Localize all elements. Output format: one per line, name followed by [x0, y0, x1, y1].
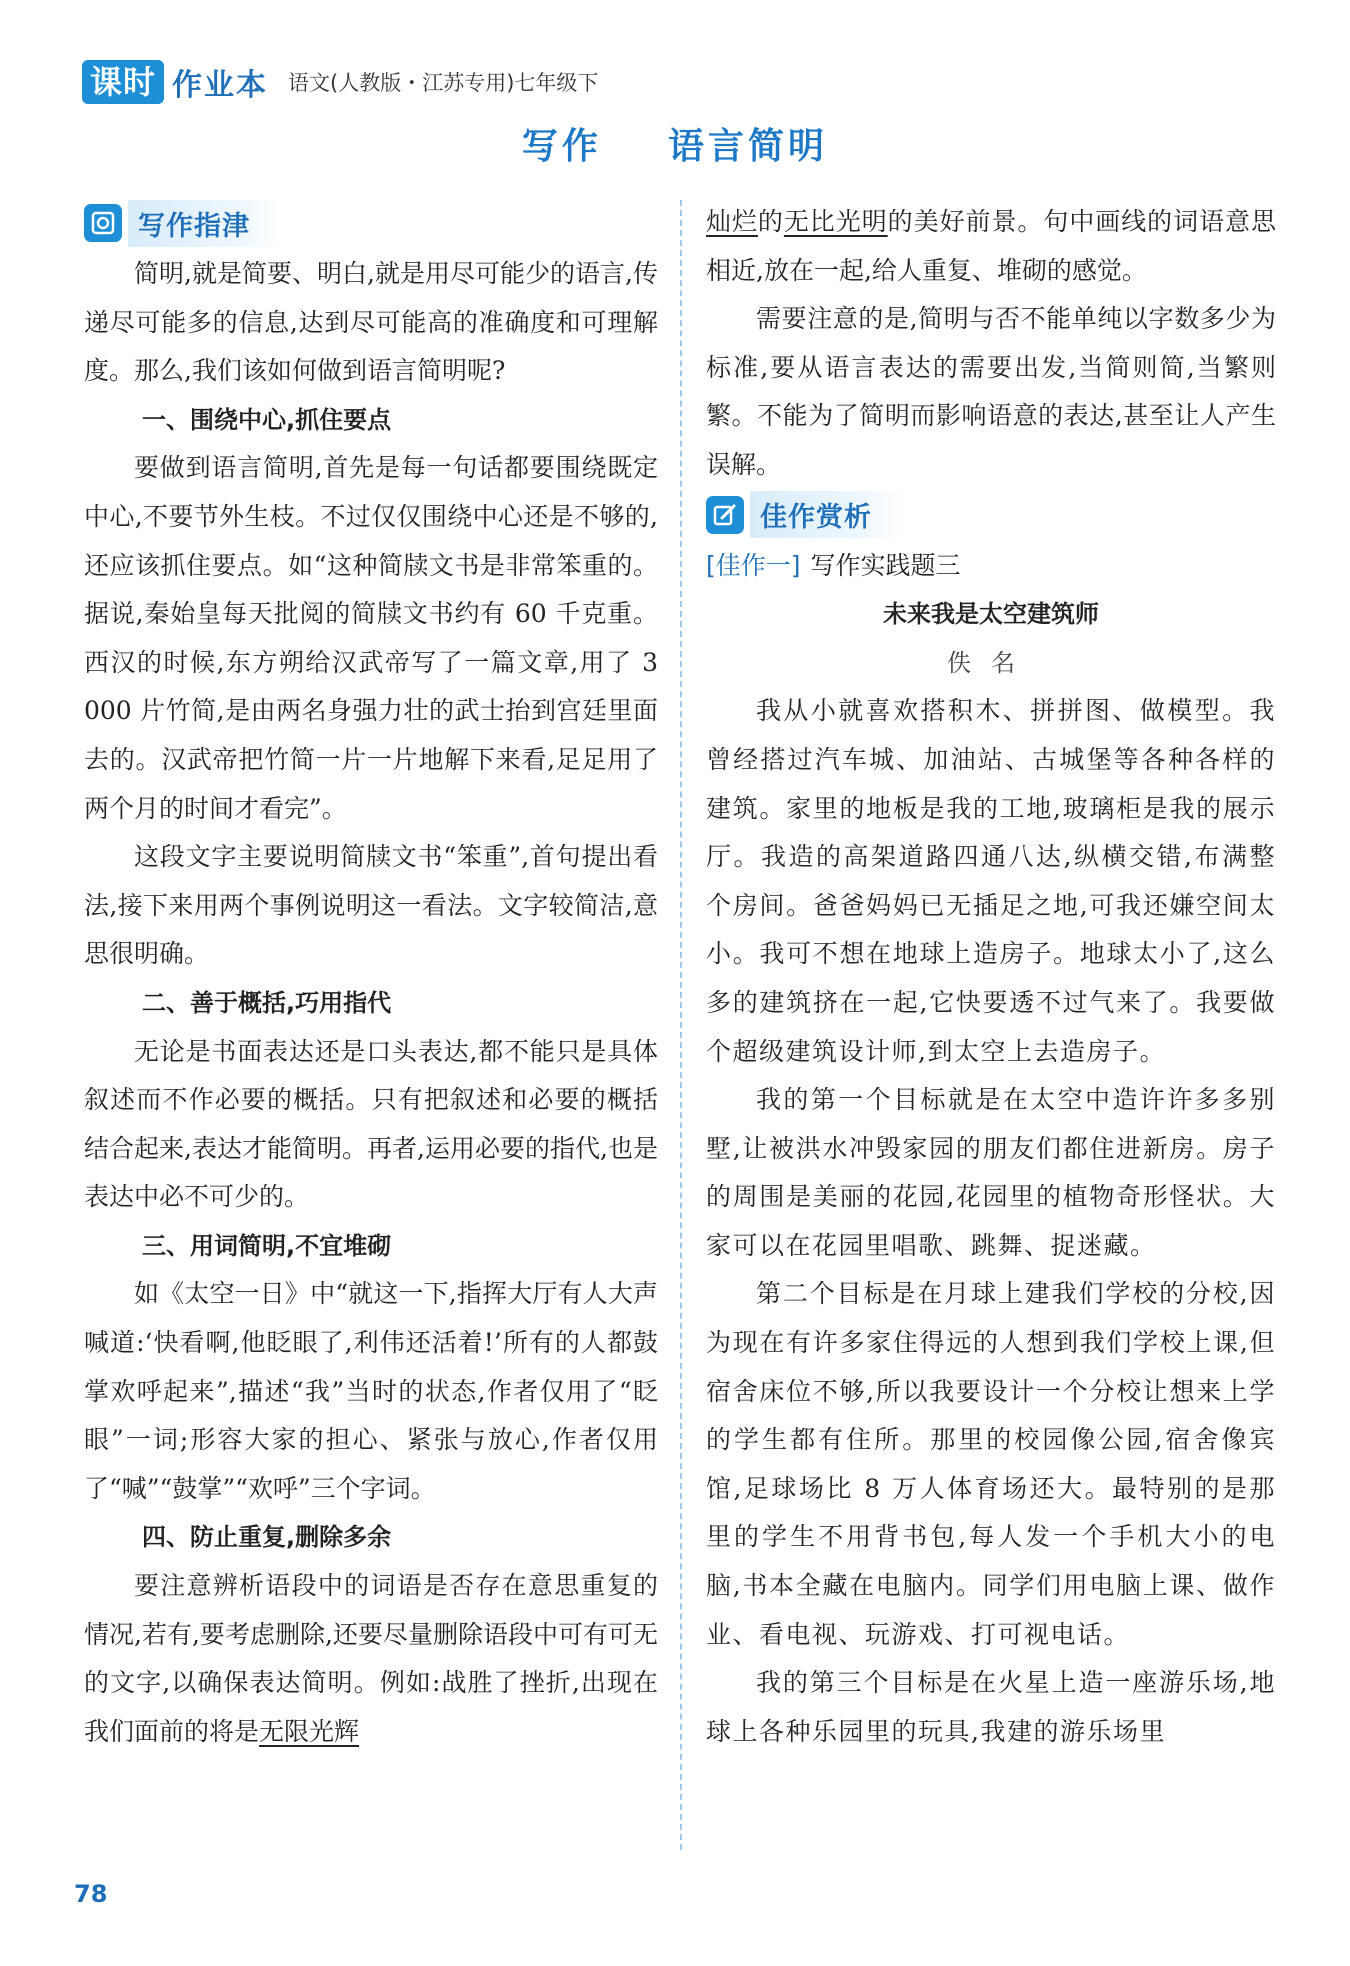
essay-title: 未来我是太空建筑师	[883, 600, 1099, 629]
column-divider	[680, 200, 682, 1850]
subheading-4: 四、防止重复,删除多余	[142, 1523, 392, 1552]
essay-paragraph-2: 我的第一个目标就是在太空中造许许多多别墅,让被洪水冲毁家园的朋友们都住进新房。房子的周围是美丽的花园,花园里的植物奇形怪状。大家可以在花园里唱歌、跳舞、捉迷藏。	[706, 1085, 1276, 1260]
paragraph-4: 如《太空一日》中“就这一下,指挥大厅有人大声喊道:‘快看啊,他眨眼了,利伟还活着!’所有的人都鼓掌欢呼起来”,描述“我”当时的状态,作者仅用了“眨眼”一词;形容大家的担心、紧张与放心,作者仅用了“喊”“鼓掌”“欢呼”三个字词。	[84, 1279, 658, 1503]
intro-paragraph: 简明,就是简要、明白,就是用尽可能少的语言,传递尽可能多的信息,达到尽可能高的准确度和可理解度。那么,我们该如何做到语言简明呢?	[84, 259, 658, 386]
essay-paragraph-4: 我的第三个目标是在火星上造一座游乐场,地球上各种乐园里的玩具,我建的游乐场里	[706, 1668, 1276, 1746]
essay-body	[706, 687, 1276, 1756]
essay-author: 佚名	[947, 648, 1035, 677]
essay-paragraph-1: 我从小就喜欢搭积木、拼拼图、做模型。我曾经搭过汽车城、加油站、古城堡等各种各样的建筑。家里的地板是我的工地,玻璃柜是我的展示厅。我造的高架道路四通八达,纵横交错,布满整个房间。爸爸妈妈已无插足之地,可我还嫌空间太小。我可不想在地球上造房子。地球太小了,这么多的建筑挤在一起,它快要透不过气来了。我要做个超级建筑设计师,到太空上去造房子。	[706, 696, 1276, 1066]
subject-line: 语文(人教版・江苏专用)七年级下	[288, 71, 599, 95]
paragraph-2: 这段文字主要说明简牍文书“笨重”,首句提出看法,接下来用两个事例说明这一看法。文字较简洁,意思很明确。	[84, 842, 658, 969]
page-title: 写作 语言简明	[521, 126, 829, 167]
brand-logo: 课时	[82, 60, 164, 104]
paragraph-5-text: 要注意辨析语段中的词语是否存在意思重复的情况,若有,要考虑删除,还要尽量删除语段中可有可无的文字,以确保表达简明。例如:战胜了挫折,出现在我们面前的将是	[84, 1571, 658, 1746]
guide-icon	[84, 204, 122, 242]
section-header-guide	[84, 198, 658, 248]
left-column	[84, 198, 658, 1756]
section-title-review: 佳作赏析	[750, 491, 906, 538]
paragraph-5-text-b: 的	[757, 207, 784, 236]
underlined-phrase-2: 灿烂	[706, 207, 758, 236]
paragraph-5-text-c: 的美好前景。句中画线的词语意思相近,放在一起,给人重复、堆砌的感觉。	[706, 207, 1276, 285]
underlined-phrase-1: 无限光辉	[259, 1716, 360, 1746]
essay-tag-text: 写作实践题三	[810, 550, 961, 580]
section-title-guide: 写作指津	[128, 200, 284, 247]
subheading-3: 三、用词简明,不宜堆砌	[142, 1231, 392, 1260]
right-column	[706, 198, 1276, 1756]
paragraph-5-continued	[706, 198, 1276, 295]
essay-tag-row	[706, 542, 1276, 591]
pencil-icon	[706, 496, 744, 534]
paragraph-3: 无论是书面表达还是口头表达,都不能只是具体叙述而不作必要的概括。只有把叙述和必要的概括结合起来,表达才能简明。再者,运用必要的指代,也是表达中必不可少的。	[84, 1036, 658, 1212]
subheading-1: 一、围绕中心,抓住要点	[142, 405, 392, 434]
underlined-phrase-3: 无比光明	[783, 207, 888, 236]
header	[82, 58, 598, 106]
subheading-2: 二、善于概括,巧用指代	[142, 988, 392, 1017]
paragraph-6: 需要注意的是,简明与否不能单纯以字数多少为标准,要从语言表达的需要出发,当简则简,当繁则繁。不能为了简明而影响语意的表达,甚至让人产生误解。	[706, 304, 1276, 479]
essay-paragraph-3: 第二个目标是在月球上建我们学校的分校,因为现在有许多家住得远的人想到我们学校上课,但宿舍床位不够,所以我要设计一个分校让想来上学的学生都有住所。那里的校园像公园,宿舍像宾馆,足球场比 8 万人体育场还大。最特别的是那里的学生不用背书包,每人发一个手机大小的电脑,书本全藏在电脑内。同学们用电脑上课、做作业、看电视、玩游戏、打可视电话。	[706, 1279, 1276, 1649]
page-number: 78	[74, 1880, 108, 1908]
brand-name: 作业本	[172, 68, 269, 103]
paragraph-5	[84, 1562, 658, 1756]
paragraph-1: 要做到语言简明,首先是每一句话都要围绕既定中心,不要节外生枝。不过仅仅围绕中心还是不够的,还应该抓住要点。如“这种简牍文书是非常笨重的。据说,秦始皇每天批阅的简牍文书约有 60 千克重。西汉的时候,东方朔给汉武帝写了一篇文章,用了 3 000 片竹简,是由两名身强力壮的武士抬到宫廷里面去的。汉武帝把竹简一片一片地解下来看,足足用了两个月的时间才看完”。	[84, 453, 658, 823]
essay-tag: [佳作一]	[706, 550, 801, 580]
section-header-review	[706, 490, 1276, 540]
